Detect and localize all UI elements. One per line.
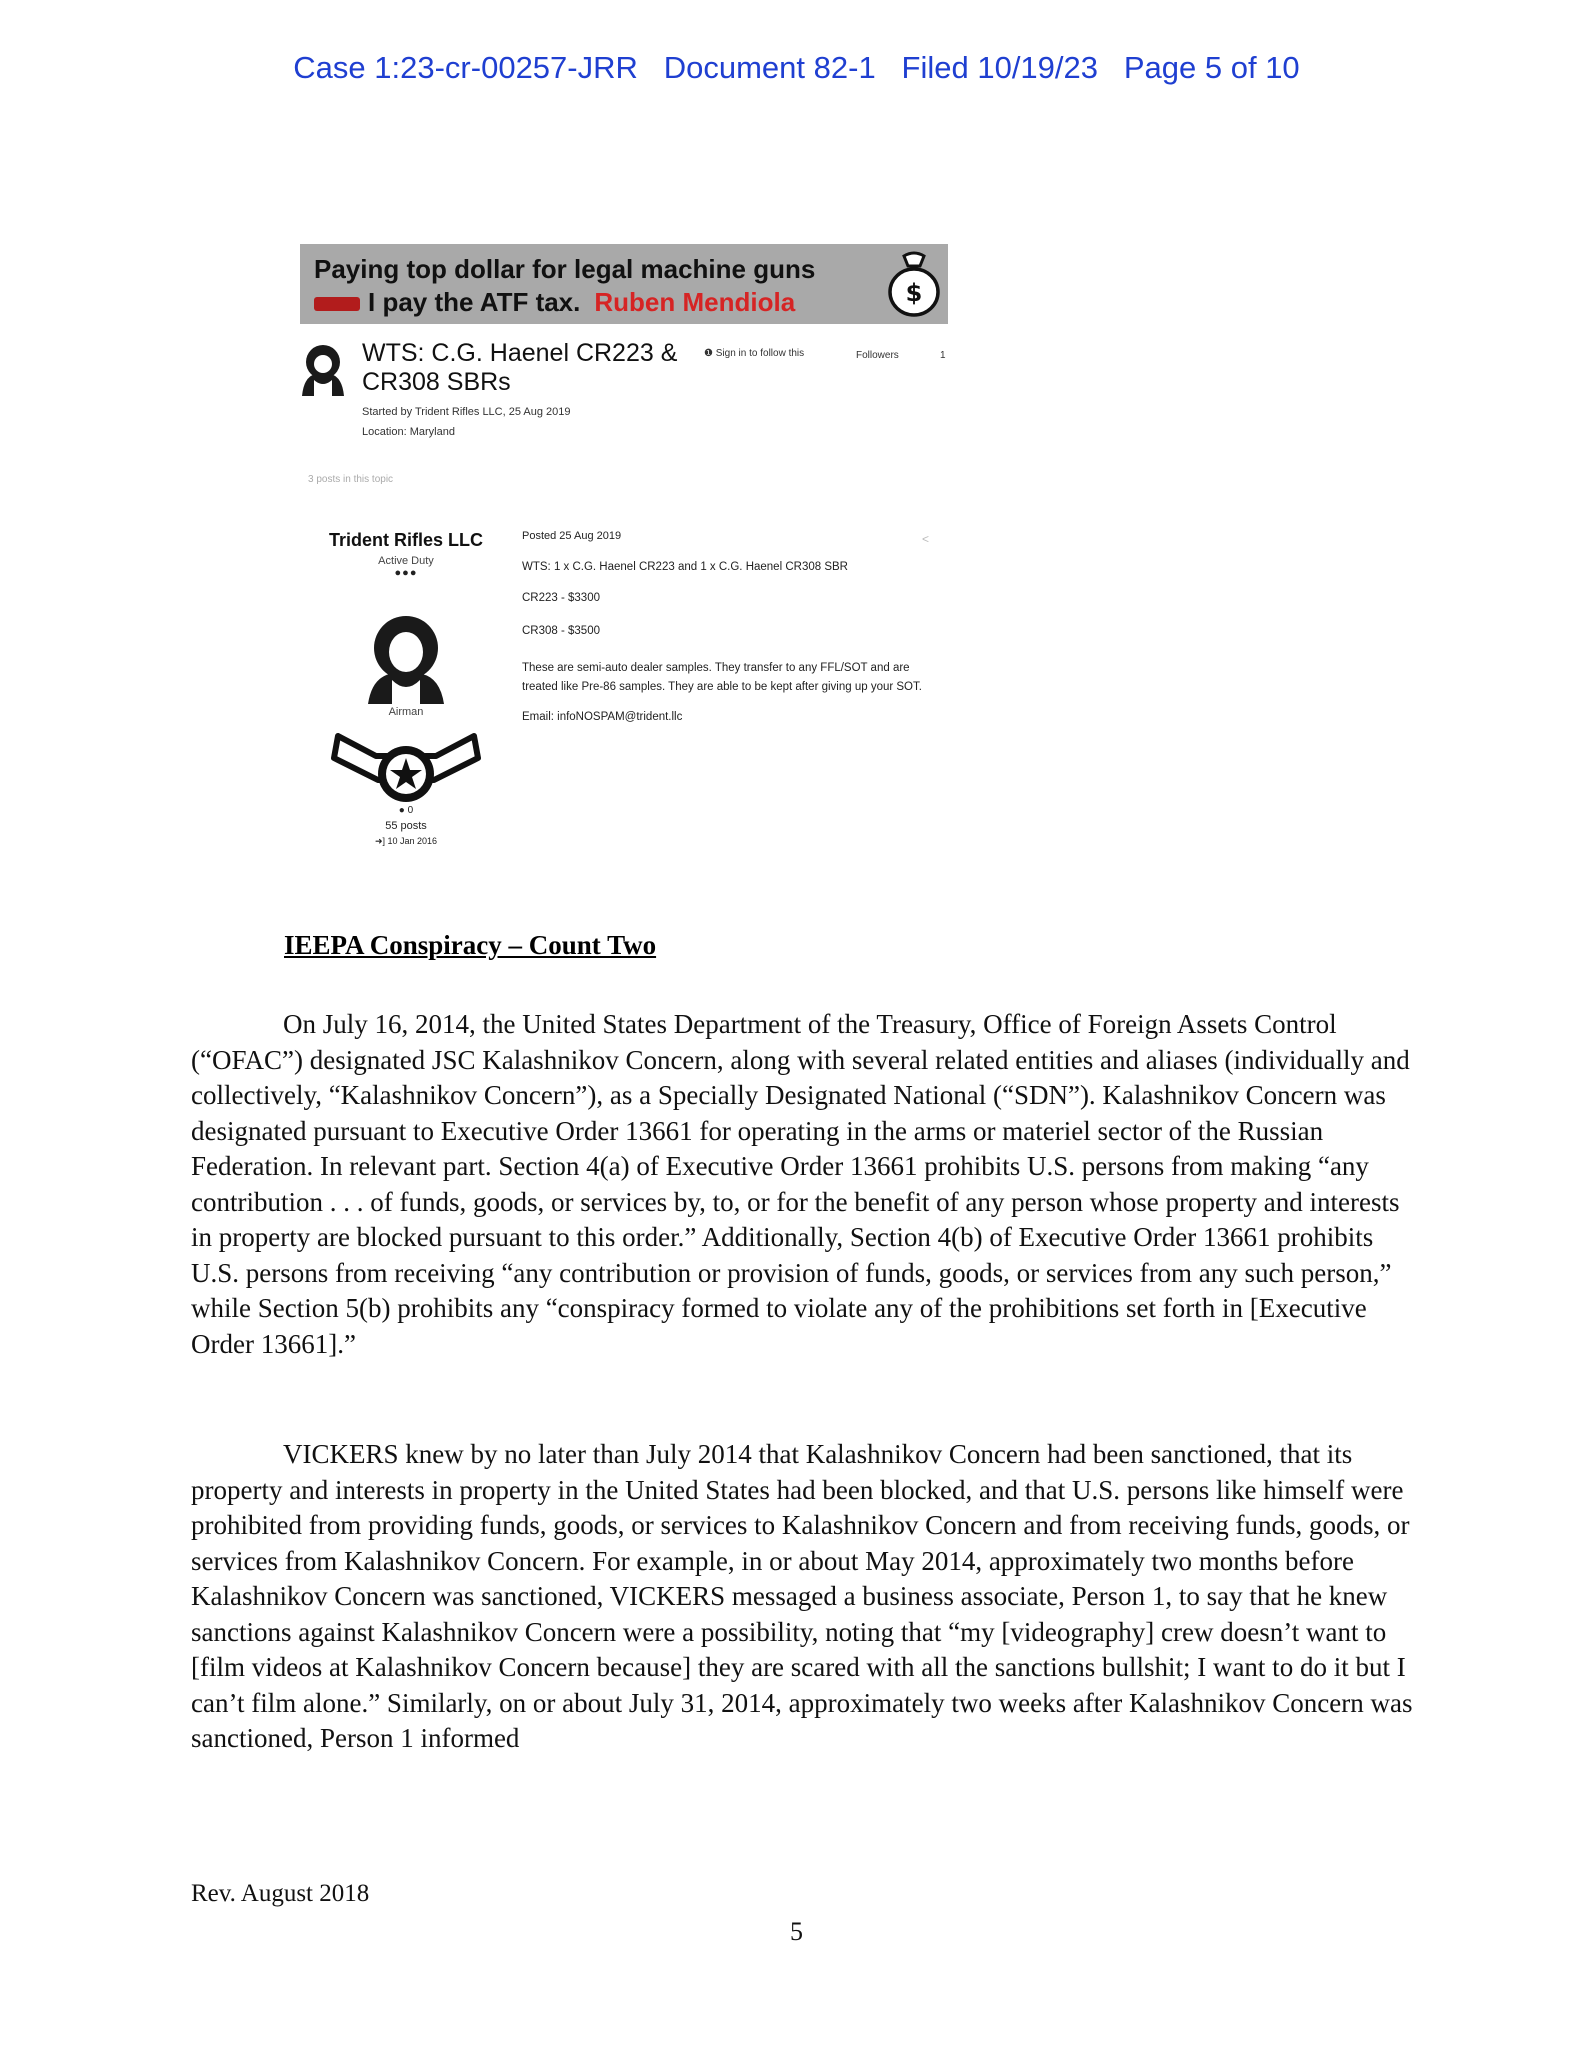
author-panel bbox=[316, 530, 496, 579]
post-body: These are semi-auto dealer samples. They transfer to any FFL/SOT and are treated like Pre-86 samples. They are able to be kept after giving up your SOT. bbox=[522, 662, 922, 693]
topic-avatar-icon bbox=[296, 340, 350, 396]
reputation-icon: ● bbox=[398, 805, 408, 816]
topic-title[interactable]: WTS: C.G. Haenel CR223 & CR308 SBRs bbox=[362, 339, 678, 396]
joined-date bbox=[316, 836, 496, 847]
case-header bbox=[0, 50, 1593, 86]
share-icon[interactable]: < bbox=[922, 532, 930, 546]
money-bag-icon bbox=[884, 250, 944, 318]
post-line-1: WTS: 1 x C.G. Haenel CR223 and 1 x C.G. Haenel CR308 SBR bbox=[522, 561, 848, 573]
banner-name: Ruben Mendiola bbox=[594, 287, 796, 317]
forum-screenshot bbox=[296, 240, 956, 860]
page-number: 5 bbox=[790, 1917, 803, 1946]
airman-insignia-icon bbox=[316, 718, 496, 808]
author-avatar-icon bbox=[360, 608, 452, 704]
follow-label: Sign in to follow this bbox=[715, 348, 805, 359]
joined-text: 10 Jan 2016 bbox=[387, 836, 438, 846]
reputation-count: 0 bbox=[407, 805, 414, 816]
revision-note: Rev. August 2018 bbox=[191, 1880, 370, 1907]
posted-date: Posted 25 Aug 2019 bbox=[522, 530, 622, 542]
post-count: 55 posts bbox=[385, 820, 427, 832]
price-cr308: CR308 - $3500 bbox=[522, 625, 600, 637]
paragraph-1: On July 16, 2014, the United States Department of the Treasury, Office of Foreign Assets Control (“OFAC”) designated JSC Kalashnikov Concern, along with several related entities and aliases (individually and collectively, “Kalashnikov Concern”), as a Specially Designated National (“SDN”). Kalashnikov Concern was designated pursuant to Executive Order 13661 for operating in the arms or materiel sector of the Russian Federation. In relevant part. Section 4(a) of Executive Order 13661 prohibits U.S. persons from making “any contribution . . . of funds, goods, or services by, to, or for the benefit of any person whose property and interests in property are blocked pursuant to this order.” Additionally, Section 4(b) of Executive Order 13661 prohibits U.S. persons from receiving “any contribution or provision of funds, goods, or services from any such person,” while Section 5(b) prohibits any “conspiracy formed to violate any of the prohibitions set forth in [Executive Order 13661].” bbox=[191, 1009, 1410, 1359]
section-heading: IEEPA Conspiracy – Count Two bbox=[284, 930, 657, 960]
page-indicator: Page 5 of 10 bbox=[1123, 50, 1300, 85]
joined-icon: ➜] bbox=[374, 836, 388, 846]
author-name[interactable]: Trident Rifles LLC bbox=[328, 530, 483, 550]
follow-link[interactable] bbox=[704, 348, 804, 359]
post-email: Email: infoNOSPAM@trident.llc bbox=[522, 711, 683, 723]
rank-dots-icon: ●●● bbox=[394, 567, 418, 579]
filed-date: Filed 10/19/23 bbox=[901, 50, 1099, 85]
banner-line-2 bbox=[314, 287, 795, 318]
gun-icon bbox=[314, 297, 360, 311]
post-content bbox=[522, 530, 942, 723]
banner-line-1: Paying top dollar for legal machine guns bbox=[314, 254, 816, 284]
ad-banner bbox=[300, 244, 948, 324]
followers-count: 1 bbox=[940, 350, 946, 361]
author-title: Airman bbox=[388, 706, 424, 718]
svg-text:$: $ bbox=[905, 279, 923, 307]
location: Location: Maryland bbox=[362, 426, 455, 438]
posts-in-topic: 3 posts in this topic bbox=[308, 474, 394, 485]
banner-line-2-text: I pay the ATF tax. bbox=[368, 287, 581, 317]
paragraph-2: VICKERS knew by no later than July 2014 that Kalashnikov Concern had been sanctioned, that its property and interests in property in the United States had been blocked, and that U.S. persons like himself were prohibited from providing funds, goods, or services to Kalashnikov Concern and from receiving funds, goods, or services from Kalashnikov Concern. For example, in or about May 2014, approximately two months before Kalashnikov Concern was sanctioned, VICKERS messaged a business associate, Person 1, to say that he knew sanctions against Kalashnikov Concern were a possibility, noting that “my [videography] crew doesn’t want to [film videos at Kalashnikov Concern because] they are scared with all the sanctions bullshit; I want to do it but I can’t film alone.” Similarly, on or about July 31, 2014, approximately two weeks after Kalashnikov Concern was sanctioned, Person 1 informed bbox=[191, 1439, 1413, 1753]
started-by: Started by Trident Rifles LLC, 25 Aug 2019 bbox=[362, 406, 571, 418]
reputation bbox=[316, 805, 496, 816]
case-number: Case 1:23-cr-00257-JRR bbox=[293, 50, 638, 85]
document-number: Document 82-1 bbox=[663, 50, 876, 85]
followers-label: Followers bbox=[856, 350, 899, 361]
price-cr223: CR223 - $3300 bbox=[522, 592, 600, 604]
author-rank: Active Duty bbox=[378, 555, 434, 567]
follow-icon: ❶ bbox=[704, 348, 716, 359]
